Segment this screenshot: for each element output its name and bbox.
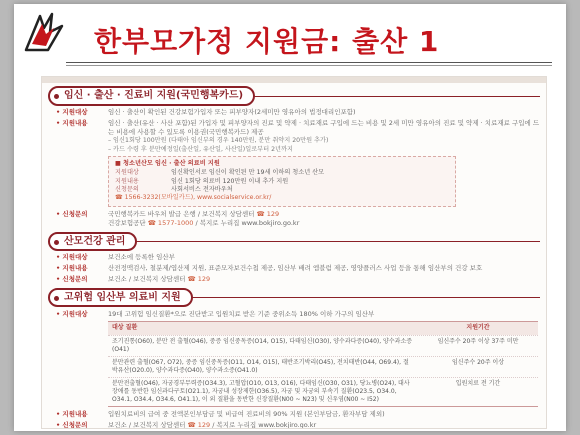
box-value: 임신 1회당 의료비 120만원 이내 추가 지원 [171, 177, 289, 185]
info-row [42, 107, 546, 118]
box-key: 지원대상 [115, 169, 139, 177]
box-title: ■ 청소년산모 임신 · 출산 의료비 지원 [115, 160, 220, 168]
section-rule [135, 241, 540, 242]
info-row [42, 263, 546, 274]
row-label: • 지원대상 [56, 108, 108, 117]
box-value: 임신확인서로 임신이 확인된 만 19세 이하의 청소년 산모 [171, 169, 325, 177]
row-value: 임신 · 출산(유산 · 사산 포함)된 가입자 및 피부양자의 진료 및 약제 · 치료재료 구입에 드는 비용 및 2세 미만 영유아의 진료 및 약제 · 치료재료 구입에 드는 비용에 사용할 수 있도록 이용권(국민행복카드) 제공 [108, 118, 540, 136]
section-heading-pregnancy [48, 87, 540, 105]
row-value: 입원치료비의 급여 중 전액본인부담금 및 비급여 진료비의 90% 지원 (본인부담금, 환자부담 제외) [108, 410, 385, 419]
row-label: • 지원대상 [56, 310, 108, 319]
box-row [115, 178, 449, 186]
row-value: 산전정맥검사, 철분제/엽산제 지원, 표준모자보건수첩 제공, 임산부 배려 엠블럼 제공, 영양플러스 사업 등을 통해 임산부의 건강 보호 [108, 264, 483, 273]
title-underline-secondary [66, 65, 552, 66]
table-cell: 분만관련 출혈(O67, O72), 중증 임신중독증(O11, O14, O15), 태반조기박리(O45), 전치태반(O44, O69.4), 절박유산(O20.0), 양수과다증(O40), 양수과소증(O41.0) [112, 358, 409, 374]
teen-mother-box [108, 156, 456, 207]
box-key: 지원내용 [115, 177, 139, 185]
row-value: 19대 고위험 임신질환*으로 진단받고 입원치료 받은 기준 중위소득 180% 이하 가구의 임산부 [108, 309, 375, 318]
section-title: 임신 · 출산 · 진료비 지원(국민행복카드) [48, 86, 255, 106]
table-cell: 조기진통(O60), 분만 전 출혈(O46), 중증 임신중독증(O14, O15), 다태임신(O30), 양수과다증(O40), 양수과소증(O41) [112, 337, 413, 353]
phone-number: ☎ 129 [187, 420, 211, 429]
phone-number: ☎ 129 [187, 274, 211, 283]
info-row [42, 274, 546, 285]
row-label: • 지원내용 [56, 410, 108, 419]
title-underline [66, 62, 552, 63]
column-header: 지원기간 [466, 324, 490, 332]
table-cell: 분만전출혈(O46), 자궁경부무력증(O34.3), 고혈압(O10, O13, O16), 다태임신(O30, O31), 당뇨병(O24), 대사장애를 동반한 임신과다구토(O21.1), 자궁내 성장제한(O36.5), 자궁 및 자궁의 부속기 질환(O23.5, O34.0, O34.1, O34.4, O34.6, O41.1), 이 외 질환을 동반한 신장질환(N00 ~ N23) 및 신우염(N00 ~ I52) [112, 379, 410, 404]
info-row [42, 209, 546, 229]
row-value: 보건소에 등록한 임산부 [108, 253, 175, 262]
apply-text: 보건소 / 보건복지 상담센터 [108, 420, 186, 429]
box-row [115, 169, 449, 177]
box-contact: ☎ 1566-3232(모바일카드), www.socialservice.or.kr/ [115, 194, 272, 202]
info-row [42, 309, 546, 320]
page-title: 한부모가정 지원금: 출산 1 [94, 25, 440, 58]
table-row [108, 356, 538, 377]
column-header: 대상 질환 [112, 324, 138, 332]
row-value [108, 275, 540, 284]
row-value: 임신 · 출산이 확인된 건강보험가입자 또는 피부양자(2세미만 영유아의 법정대리인포함) [108, 108, 356, 116]
document-top-band [42, 77, 546, 83]
row-value [108, 210, 540, 228]
row-label: • 지원내용 [56, 119, 108, 137]
website: www.bokjiro.go.kr [258, 420, 317, 429]
row-label: • 신청문의 [56, 275, 108, 284]
table-cell: 입원치료 전 기간 [455, 379, 501, 387]
box-key: 신청문의 [115, 186, 139, 194]
info-row [42, 409, 546, 420]
apply-text: / 복지로 누리집 [212, 420, 257, 429]
document-image [41, 76, 547, 429]
section-heading-high-risk [48, 289, 540, 307]
section-title: 고위험 임산부 의료비 지원 [48, 288, 193, 308]
sub-note: – 카드 수령 후 분만예정일(출산일, 유산일, 사산일)일로부터 2년까지 [108, 145, 293, 153]
disease-table [108, 321, 538, 407]
table-header [108, 322, 538, 334]
phone-number: ☎ 1577-1000 [147, 218, 194, 227]
info-row [42, 420, 546, 429]
apply-text: / 복지로 누리집 [195, 218, 240, 227]
slide [14, 4, 566, 431]
apply-text: 국민행복카드 바우처 발급 은행 / 보건복지 상담센터 [108, 209, 255, 218]
table-cell: 임신주수 20주 이상 [451, 358, 505, 366]
table-row [108, 377, 538, 406]
section-title: 산모건강 관리 [48, 232, 137, 252]
row-value [108, 421, 540, 429]
website: www.bokjiro.go.kr [241, 218, 300, 227]
section-heading-maternal-health [48, 232, 540, 250]
info-row [42, 252, 546, 263]
apply-text: 보건소 / 보건복지 상담센터 [108, 274, 186, 283]
section-rule [191, 297, 540, 298]
row-label: • 신청문의 [56, 210, 108, 228]
phone-number: ☎ 129 [256, 209, 280, 218]
sub-note: – 임신1회당 100만원 (다태아 임신부의 경우 140만원, 분만 취약지 20만원 추가) [108, 137, 329, 145]
table-row [108, 335, 538, 356]
row-label: • 지원대상 [56, 253, 108, 262]
box-value: 사회서비스 전자바우처 [171, 186, 233, 194]
corner-burst-icon [22, 10, 64, 56]
table-cell: 임신주수 20주 이상 37주 미만 [437, 337, 519, 345]
row-label: • 지원내용 [56, 264, 108, 273]
info-row [42, 118, 546, 138]
section-rule [253, 96, 540, 97]
apply-text: 건강보험공단 [108, 218, 146, 227]
row-label: • 신청문의 [56, 421, 108, 429]
